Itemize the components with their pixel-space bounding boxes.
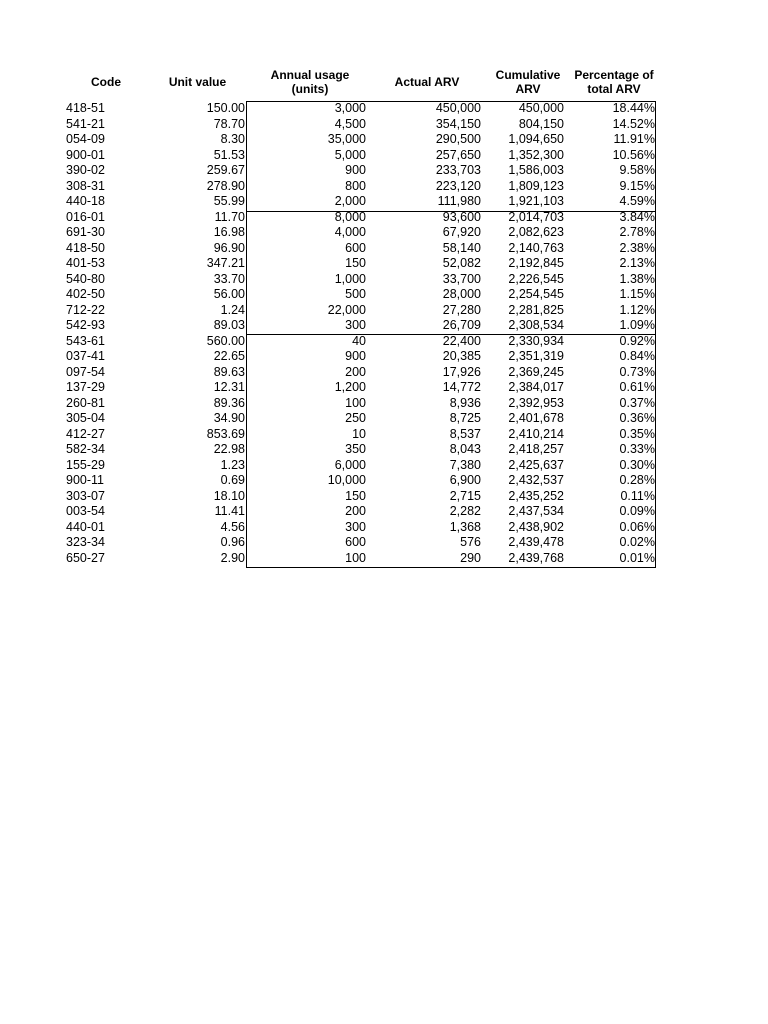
cell-actual-arv: 2,715 <box>449 488 481 503</box>
cell-annual-usage: 800 <box>345 178 366 193</box>
cell-percentage: 0.37% <box>619 395 655 410</box>
cell-cumulative-arv: 2,438,902 <box>508 519 564 534</box>
table-row <box>0 225 768 241</box>
header-cumulative-arv <box>488 67 568 97</box>
cell-annual-usage: 4,000 <box>334 225 366 239</box>
cell-percentage: 0.35% <box>619 426 655 441</box>
cell-annual-usage: 2,000 <box>334 194 366 208</box>
table-row <box>0 551 768 567</box>
cell-annual-usage: 600 <box>345 535 366 549</box>
cell-code: 137-29 <box>66 380 105 394</box>
cell-unit-value: 347.21 <box>206 256 245 270</box>
cell-annual-usage: 150 <box>345 256 366 270</box>
cell-cumulative-arv: 2,439,478 <box>508 535 564 549</box>
cell-code: 155-29 <box>66 457 105 472</box>
table-row <box>0 163 768 179</box>
cell-annual-usage: 900 <box>345 349 366 363</box>
header-percentage-line1: Percentage of <box>574 68 654 82</box>
cell-actual-arv: 28,000 <box>442 287 481 301</box>
cell-unit-value: 0.96 <box>220 535 245 549</box>
cell-cumulative-arv: 1,352,300 <box>508 147 564 162</box>
cell-unit-value: 560.00 <box>206 333 245 348</box>
cell-unit-value: 16.98 <box>213 225 245 239</box>
table-row <box>0 473 768 489</box>
cell-annual-usage: 200 <box>345 364 366 379</box>
table-row <box>0 303 768 319</box>
cell-percentage: 0.06% <box>619 519 655 534</box>
cell-code: 900-11 <box>66 473 104 487</box>
cell-actual-arv: 8,537 <box>449 426 481 441</box>
cell-code: 305-04 <box>66 411 105 425</box>
cell-actual-arv: 7,380 <box>449 457 481 472</box>
cell-actual-arv: 33,700 <box>442 271 481 286</box>
table-row <box>0 256 768 272</box>
cell-unit-value: 11.70 <box>214 209 245 224</box>
cell-cumulative-arv: 450,000 <box>518 101 564 115</box>
cell-actual-arv: 233,703 <box>435 163 481 177</box>
cell-unit-value: 96.90 <box>213 240 245 255</box>
table-row <box>0 318 768 334</box>
cell-percentage: 11.91% <box>613 132 655 146</box>
cell-percentage: 0.28% <box>619 473 655 487</box>
cell-actual-arv: 8,043 <box>449 442 481 456</box>
cell-unit-value: 33.70 <box>213 271 245 286</box>
cell-annual-usage: 300 <box>345 318 366 332</box>
cell-cumulative-arv: 2,392,953 <box>508 395 564 410</box>
cell-code: 650-27 <box>66 550 105 565</box>
table-row <box>0 334 768 350</box>
cell-actual-arv: 6,900 <box>449 473 481 487</box>
cell-code: 418-50 <box>66 240 105 255</box>
cell-cumulative-arv: 2,330,934 <box>508 333 564 348</box>
table-row <box>0 442 768 458</box>
cell-actual-arv: 257,650 <box>435 147 481 162</box>
cell-annual-usage: 300 <box>345 519 366 534</box>
cell-percentage: 10.56% <box>612 147 655 162</box>
cell-unit-value: 259.67 <box>206 163 245 177</box>
cell-percentage: 2.78% <box>619 225 655 239</box>
cell-annual-usage: 22,000 <box>327 302 366 317</box>
cell-actual-arv: 450,000 <box>435 101 481 115</box>
header-unit-value-label: Unit value <box>168 75 227 89</box>
cell-percentage: 0.09% <box>619 504 655 518</box>
cell-percentage: 3.84% <box>619 209 655 224</box>
cell-annual-usage: 4,500 <box>334 116 366 131</box>
table-row <box>0 287 768 303</box>
cell-actual-arv: 93,600 <box>442 209 481 224</box>
cell-unit-value: 89.63 <box>213 364 245 379</box>
cell-code: 097-54 <box>66 364 105 379</box>
table-row <box>0 241 768 257</box>
cell-cumulative-arv: 1,809,123 <box>508 178 564 193</box>
cell-percentage: 9.15% <box>619 178 655 193</box>
cell-annual-usage: 200 <box>345 504 366 518</box>
cell-percentage: 0.33% <box>619 442 655 456</box>
cell-code: 323-34 <box>66 535 105 549</box>
cell-percentage: 14.52% <box>612 116 655 131</box>
cell-actual-arv: 52,082 <box>442 256 481 270</box>
cell-cumulative-arv: 2,425,637 <box>508 457 564 472</box>
cell-annual-usage: 8,000 <box>334 209 366 224</box>
cell-cumulative-arv: 2,351,319 <box>508 349 564 363</box>
cell-percentage: 1.12% <box>619 302 655 317</box>
cell-cumulative-arv: 1,921,103 <box>508 194 564 208</box>
table-row <box>0 535 768 551</box>
cell-code: 440-18 <box>66 194 105 208</box>
cell-actual-arv: 20,385 <box>442 349 481 363</box>
cell-cumulative-arv: 2,439,768 <box>508 550 564 565</box>
cell-percentage: 0.11% <box>620 488 655 503</box>
cell-percentage: 1.38% <box>619 271 655 286</box>
cell-code: 402-50 <box>66 287 105 301</box>
cell-unit-value: 278.90 <box>206 178 245 193</box>
cell-code: 582-34 <box>66 442 105 456</box>
table-row <box>0 117 768 133</box>
cell-code: 543-61 <box>66 333 105 348</box>
cell-percentage: 0.73% <box>619 364 655 379</box>
cell-code: 542-93 <box>66 318 105 332</box>
cell-unit-value: 55.99 <box>213 194 245 208</box>
cell-code: 691-30 <box>66 225 105 239</box>
cell-unit-value: 4.56 <box>220 519 245 534</box>
cell-cumulative-arv: 2,432,537 <box>508 473 564 487</box>
table-row <box>0 365 768 381</box>
cell-annual-usage: 100 <box>345 395 366 410</box>
cell-cumulative-arv: 2,410,214 <box>508 426 564 441</box>
cell-percentage: 2.38% <box>619 240 655 255</box>
header-actual-arv <box>372 67 482 97</box>
table-row <box>0 132 768 148</box>
header-unit-value <box>150 67 245 97</box>
cell-code: 540-80 <box>66 271 105 286</box>
cell-cumulative-arv: 2,437,534 <box>508 504 564 518</box>
cell-percentage: 0.01% <box>619 550 655 565</box>
cell-percentage: 4.59% <box>619 194 655 208</box>
cell-percentage: 0.84% <box>619 349 655 363</box>
cell-actual-arv: 223,120 <box>435 178 481 193</box>
cell-code: 003-54 <box>66 504 105 518</box>
cell-cumulative-arv: 2,140,763 <box>508 240 564 255</box>
table-row <box>0 458 768 474</box>
cell-annual-usage: 900 <box>345 163 366 177</box>
header-code <box>66 67 146 97</box>
cell-actual-arv: 8,725 <box>449 411 481 425</box>
cell-cumulative-arv: 2,082,623 <box>508 225 564 239</box>
cell-actual-arv: 354,150 <box>435 116 481 131</box>
cell-unit-value: 12.31 <box>213 380 245 394</box>
header-percentage <box>566 67 662 97</box>
header-percentage-line2: total ARV <box>587 82 641 96</box>
cell-code: 541-21 <box>66 116 105 131</box>
cell-unit-value: 8.30 <box>220 132 245 146</box>
cell-unit-value: 1.24 <box>220 302 245 317</box>
header-cumulative-line2: ARV <box>515 82 541 96</box>
cell-unit-value: 0.69 <box>220 473 245 487</box>
cell-cumulative-arv: 1,586,003 <box>508 163 564 177</box>
cell-code: 308-31 <box>66 178 105 193</box>
table-row <box>0 427 768 443</box>
cell-annual-usage: 10 <box>352 426 366 441</box>
cell-code: 712-22 <box>66 302 105 317</box>
cell-actual-arv: 14,772 <box>442 380 481 394</box>
cell-annual-usage: 6,000 <box>334 457 366 472</box>
cell-percentage: 9.58% <box>619 163 655 177</box>
cell-actual-arv: 22,400 <box>442 333 481 348</box>
table-row <box>0 194 768 210</box>
cell-code: 440-01 <box>66 519 105 534</box>
cell-annual-usage: 10,000 <box>327 473 366 487</box>
cell-unit-value: 34.90 <box>213 411 245 425</box>
cell-unit-value: 853.69 <box>206 426 245 441</box>
cell-actual-arv: 290 <box>460 550 481 565</box>
cell-cumulative-arv: 2,369,245 <box>508 364 564 379</box>
table-row <box>0 489 768 505</box>
cell-cumulative-arv: 804,150 <box>518 116 564 131</box>
cell-percentage: 0.92% <box>619 333 655 348</box>
cell-unit-value: 22.98 <box>213 442 245 456</box>
cell-annual-usage: 1,200 <box>334 380 366 394</box>
cell-unit-value: 150.00 <box>206 101 245 115</box>
cell-code: 016-01 <box>66 209 105 224</box>
cell-annual-usage: 600 <box>345 240 366 255</box>
cell-annual-usage: 150 <box>345 488 366 503</box>
cell-actual-arv: 8,936 <box>449 395 481 410</box>
cell-unit-value: 89.03 <box>213 318 245 332</box>
cell-cumulative-arv: 2,254,545 <box>508 287 564 301</box>
cell-actual-arv: 17,926 <box>442 364 481 379</box>
table-row <box>0 520 768 536</box>
cell-cumulative-arv: 1,094,650 <box>508 132 564 146</box>
header-annual-usage <box>250 67 370 97</box>
table-row <box>0 148 768 164</box>
cell-cumulative-arv: 2,384,017 <box>508 380 564 394</box>
cell-percentage: 1.09% <box>619 318 655 332</box>
cell-actual-arv: 58,140 <box>442 240 481 255</box>
cell-unit-value: 11.41 <box>214 504 245 518</box>
cell-percentage: 0.02% <box>619 535 655 549</box>
cell-percentage: 2.13% <box>619 256 655 270</box>
cell-unit-value: 51.53 <box>213 147 245 162</box>
header-code-label: Code <box>91 75 121 89</box>
table-row <box>0 179 768 195</box>
cell-cumulative-arv: 2,418,257 <box>508 442 564 456</box>
table-row <box>0 101 768 117</box>
table-row <box>0 349 768 365</box>
cell-actual-arv: 26,709 <box>442 318 481 332</box>
cell-actual-arv: 27,280 <box>442 302 481 317</box>
cell-annual-usage: 250 <box>345 411 366 425</box>
cell-cumulative-arv: 2,435,252 <box>508 488 564 503</box>
cell-cumulative-arv: 2,192,845 <box>508 256 564 270</box>
cell-actual-arv: 2,282 <box>449 504 481 518</box>
table-row <box>0 411 768 427</box>
table-row <box>0 504 768 520</box>
cell-unit-value: 18.10 <box>213 488 245 503</box>
cell-percentage: 0.30% <box>619 457 655 472</box>
cell-code: 037-41 <box>66 349 105 363</box>
cell-unit-value: 56.00 <box>213 287 245 301</box>
cell-code: 900-01 <box>66 147 105 162</box>
header-annual-usage-line1: Annual usage <box>270 68 350 82</box>
cell-percentage: 0.36% <box>619 411 655 425</box>
cell-cumulative-arv: 2,308,534 <box>508 318 564 332</box>
cell-actual-arv: 111,980 <box>437 194 481 208</box>
table-row <box>0 210 768 226</box>
cell-unit-value: 2.90 <box>220 550 245 565</box>
cell-cumulative-arv: 2,401,678 <box>508 411 564 425</box>
cell-percentage: 18.44% <box>612 101 655 115</box>
cell-code: 412-27 <box>66 426 105 441</box>
cell-code: 260-81 <box>66 395 105 410</box>
cell-annual-usage: 5,000 <box>334 147 366 162</box>
cell-cumulative-arv: 2,226,545 <box>508 271 564 286</box>
cell-annual-usage: 40 <box>352 333 366 348</box>
cell-code: 054-09 <box>66 132 105 146</box>
cell-annual-usage: 35,000 <box>327 132 366 146</box>
cell-code: 401-53 <box>66 256 105 270</box>
header-cumulative-line1: Cumulative <box>495 68 561 82</box>
header-annual-usage-line2: (units) <box>291 82 329 96</box>
cell-percentage: 1.15% <box>619 287 655 301</box>
table-row <box>0 396 768 412</box>
cell-actual-arv: 290,500 <box>435 132 481 146</box>
cell-percentage: 0.61% <box>619 380 655 394</box>
cell-unit-value: 89.36 <box>213 395 245 410</box>
table-row <box>0 380 768 396</box>
cell-annual-usage: 1,000 <box>334 271 366 286</box>
cell-actual-arv: 1,368 <box>449 519 481 534</box>
cell-cumulative-arv: 2,281,825 <box>508 302 564 317</box>
header-actual-arv-label: Actual ARV <box>394 75 460 89</box>
cell-code: 390-02 <box>66 163 105 177</box>
cell-cumulative-arv: 2,014,703 <box>508 209 564 224</box>
cell-code: 418-51 <box>66 101 105 115</box>
cell-annual-usage: 3,000 <box>334 101 366 115</box>
cell-unit-value: 1.23 <box>220 457 245 472</box>
cell-annual-usage: 100 <box>345 550 366 565</box>
cell-unit-value: 22.65 <box>213 349 245 363</box>
cell-unit-value: 78.70 <box>213 116 245 131</box>
cell-annual-usage: 500 <box>345 287 366 301</box>
cell-actual-arv: 576 <box>460 535 481 549</box>
table-row <box>0 272 768 288</box>
cell-actual-arv: 67,920 <box>442 225 481 239</box>
cell-code: 303-07 <box>66 488 105 503</box>
cell-annual-usage: 350 <box>345 442 366 456</box>
